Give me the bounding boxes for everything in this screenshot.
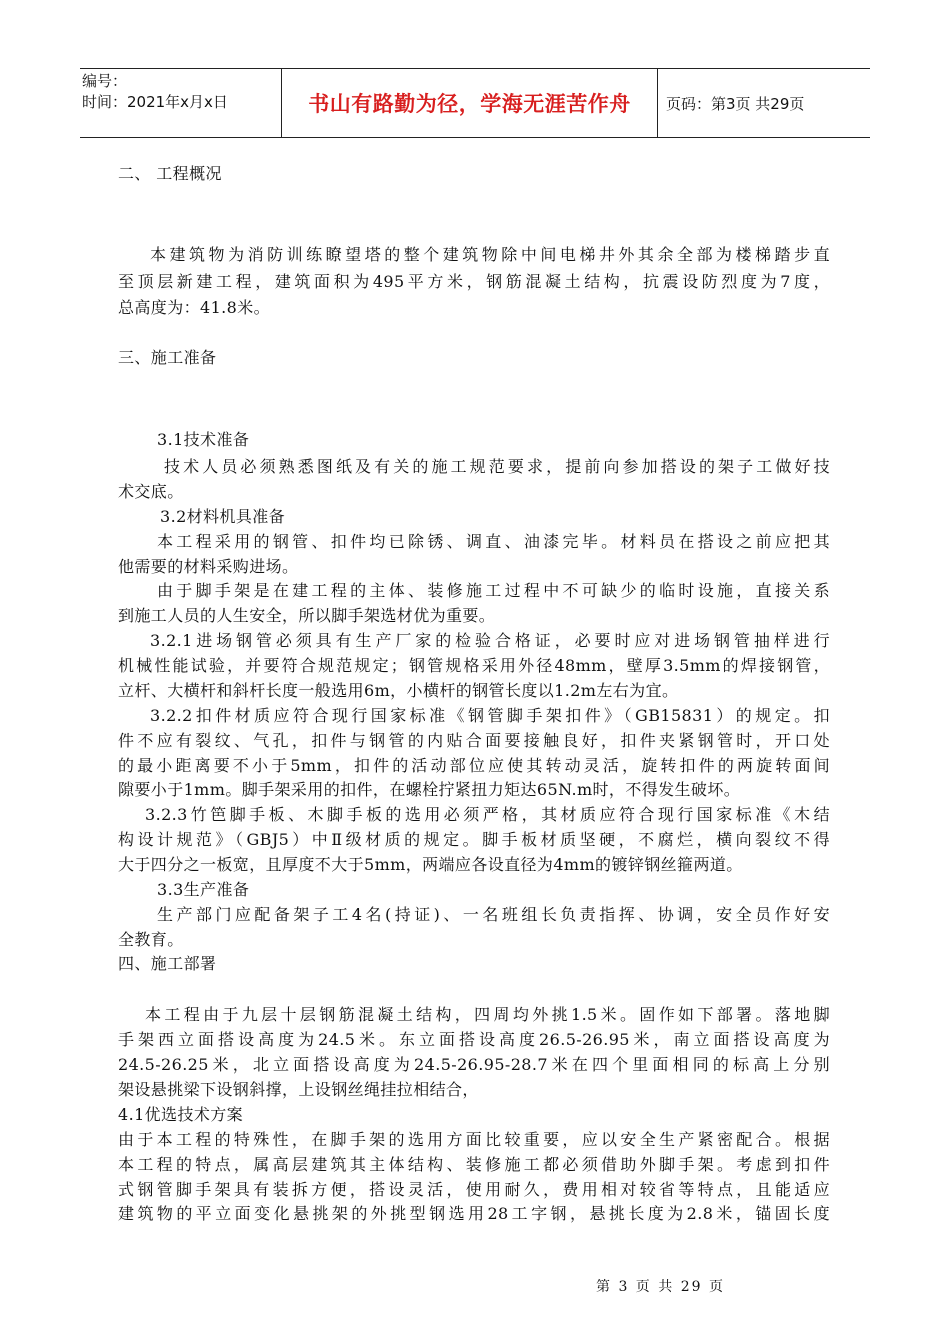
- subsection-heading: 3.3生产准备: [157, 880, 250, 899]
- paragraph-line: 建筑物的平立面变化悬挑架的外挑型钢选用28工字钢，悬挑长度为2.8米，锚固长度: [118, 1204, 830, 1223]
- paragraph-line: 本工程的特点，属高层建筑其主体结构、装修施工都必须借助外脚手架。考虑到扣件: [118, 1155, 830, 1174]
- paragraph-line: 本工程采用的钢管、扣件均已除锈、调直、油漆完毕。材料员在搭设之前应把其: [157, 532, 830, 551]
- section-heading-deployment: 四、施工部署: [118, 954, 217, 973]
- paragraph-line: 立杆、大横杆和斜杆长度一般选用6m，小横杆的钢管长度以1.2m左右为宜。: [118, 681, 679, 700]
- paragraph-line: 隙要小于1mm。脚手架采用的扣件，在螺栓拧紧扭力矩达65N.m时，不得发生破坏。: [118, 780, 741, 799]
- paragraph-line: 全教育。: [118, 930, 184, 949]
- paragraph-line: 手架西立面搭设高度为24.5米。东立面搭设高度26.5-26.95米，南立面搭设高度为: [118, 1030, 830, 1049]
- paragraph-line: 机械性能试验，并要符合规范规定；钢管规格采用外径48mm，壁厚3.5mm的焊接钢管，: [118, 656, 830, 675]
- paragraph-line: 3.2.3竹笆脚手板、木脚手板的选用必须严格，其材质应符合现行国家标准《木结: [145, 805, 830, 824]
- header-page-label: 页码：第3页 共29页: [666, 94, 805, 113]
- paragraph-line: 的最小距离要不小于5mm，扣件的活动部位应使其转动灵活，旋转扣件的两旋转面间: [118, 756, 830, 775]
- paragraph-line: 本建筑物为消防训练瞭望塔的整个建筑物除中间电梯井外其余全部为楼梯踏步直: [150, 245, 830, 264]
- document-number-label: 编号：: [82, 72, 128, 90]
- paragraph-line: 到施工人员的人生安全，所以脚手架选材优为重要。: [118, 606, 496, 625]
- paragraph-line: 总高度为：41.8米。: [118, 298, 271, 317]
- paragraph-line: 件不应有裂纹、气孔，扣件与钢管的内贴合面要接触良好，扣件夹紧钢管时，开口处: [118, 731, 830, 750]
- paragraph-line: 3.2.1进场钢管必须具有生产厂家的检验合格证，必要时应对进场钢管抽样进行: [150, 631, 830, 650]
- section-heading-preparation: 三、施工准备: [118, 348, 217, 367]
- page-footer: 第 3 页 共 29 页: [596, 1279, 725, 1295]
- paragraph-line: 由于本工程的特殊性，在脚手架的选用方面比较重要，应以安全生产紧密配合。根据: [118, 1130, 830, 1149]
- paragraph-line: 技术人员必须熟悉图纸及有关的施工规范要求，提前向参加搭设的架子工做好技: [164, 457, 830, 476]
- paragraph-line: 3.2.2扣件材质应符合现行国家标准《钢管脚手架扣件》（GB15831）的规定。扣: [150, 706, 830, 725]
- section-heading-overview: 二、 工程概况: [118, 164, 222, 183]
- paragraph-line: 24.5-26.25米，北立面搭设高度为24.5-26.95-28.7米在四个里面相同的标高上分别: [118, 1055, 830, 1074]
- paragraph-line: 大于四分之一板宽，且厚度不大于5mm，两端应各设直径为4mm的镀锌钢丝箍两道。: [118, 855, 743, 874]
- header-motto: 书山有路勤为径，学海无涯苦作舟: [282, 69, 658, 137]
- paragraph-line: 至顶层新建工程，建筑面积为495平方米，钢筋混凝土结构，抗震设防烈度为7度，: [118, 272, 830, 291]
- paragraph-line: 由于脚手架是在建工程的主体、装修施工过程中不可缺少的临时设施，直接关系: [157, 581, 830, 600]
- paragraph-line: 式钢管脚手架具有装拆方便，搭设灵活，使用耐久，费用相对较省等特点，且能适应: [118, 1180, 830, 1199]
- paragraph-line: 架设悬挑梁下设钢斜撑，上设钢丝绳挂拉相结合，: [118, 1080, 479, 1099]
- paragraph-line: 术交底。: [118, 482, 184, 501]
- paragraph-line: 本工程由于九层十层钢筋混凝土结构，四周均外挑1.5米。固作如下部署。落地脚: [145, 1005, 830, 1024]
- document-time-label: 时间：2021年x月x日: [82, 93, 228, 111]
- paragraph-line: 构设计规范》（GBJ5）中Ⅱ级材质的规定。脚手板材质坚硬，不腐烂，横向裂纹不得: [118, 830, 830, 849]
- subsection-heading: 4.1优选技术方案: [118, 1105, 244, 1124]
- paragraph-line: 生产部门应配备架子工4名(持证)、一名班组长负责指挥、协调，安全员作好安: [157, 905, 830, 924]
- page-header: [80, 68, 870, 138]
- header-meta: [80, 69, 282, 137]
- subsection-heading: 3.2材料机具准备: [160, 507, 286, 526]
- subsection-heading: 3.1技术准备: [157, 430, 250, 449]
- paragraph-line: 他需要的材料采购进场。: [118, 557, 299, 576]
